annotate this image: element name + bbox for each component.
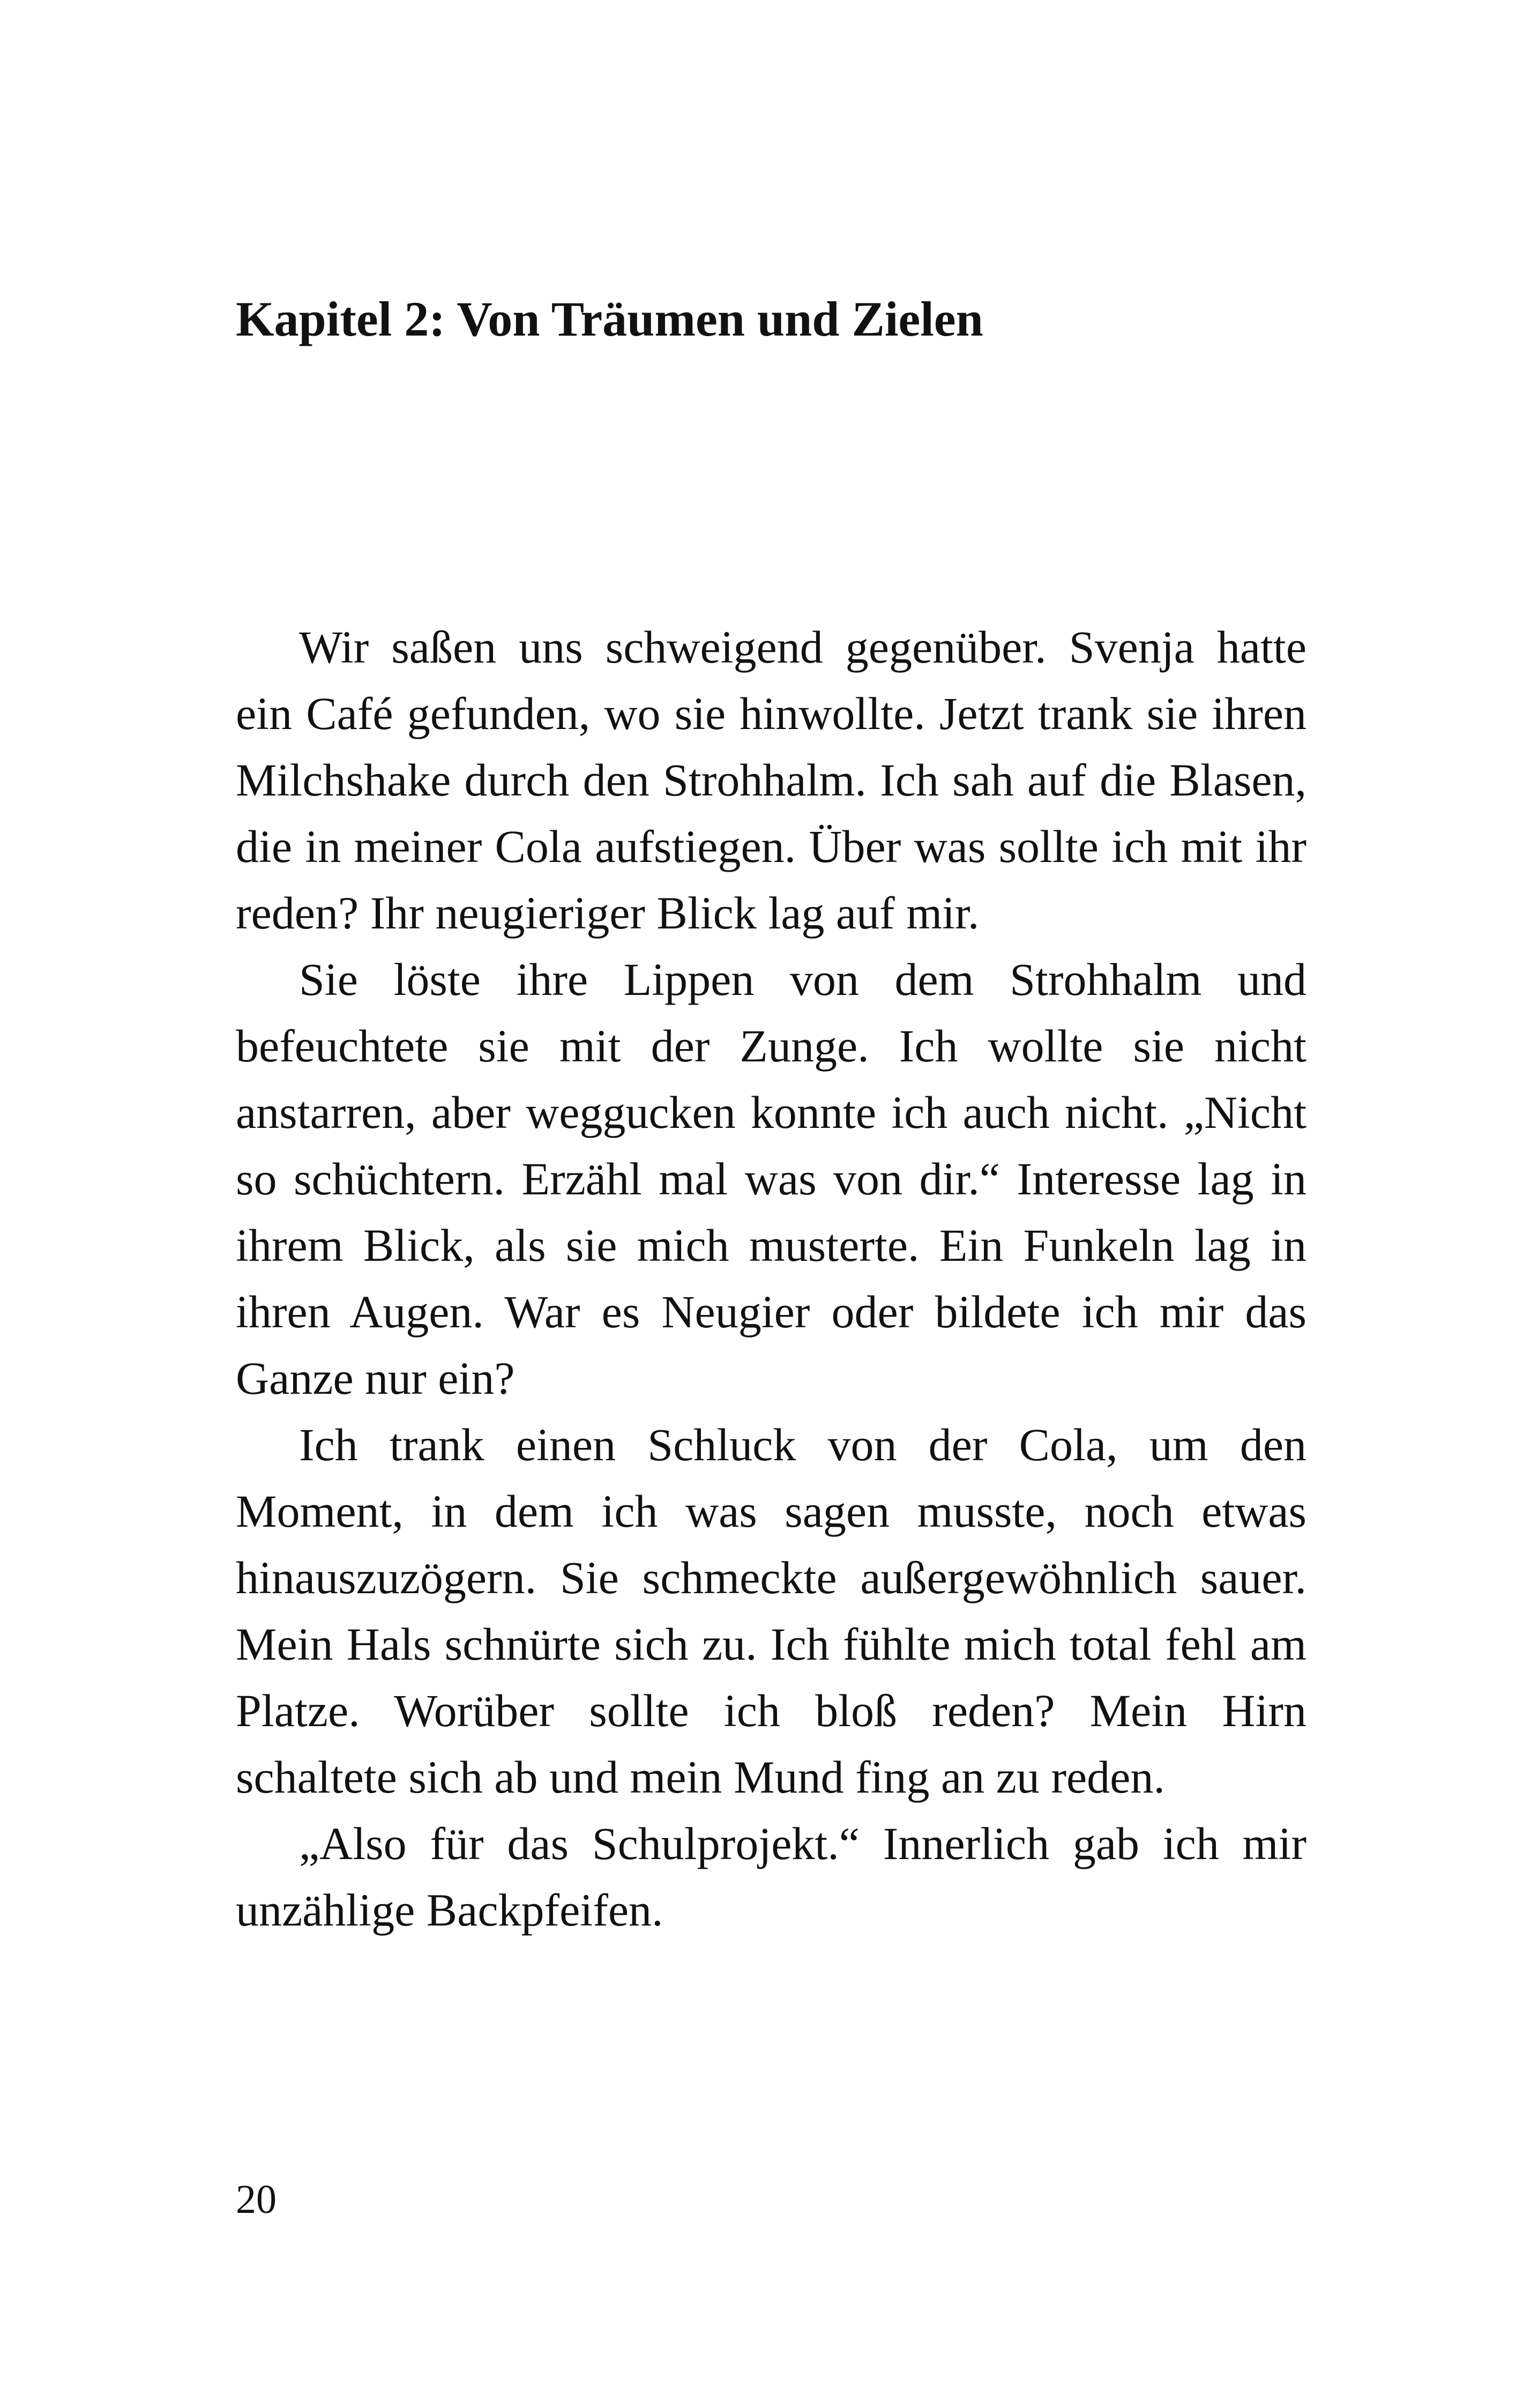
page-number: 20 — [236, 2177, 277, 2222]
paragraph-1: Wir saßen uns schweigend gegenüber. Svenja hatte ein Café gefunden, wo sie hinwollte. Jetzt trank sie ihren Milchshake durch den Strohhalm. Ich sah auf die Blasen, die in meiner Cola aufstiegen. Über was sollte ich mit ihr reden? Ihr neugieriger Blick lag auf mir. — [236, 621, 1307, 939]
paragraph-2: Sie löste ihre Lippen von dem Strohhalm und befeuchtete sie mit der Zunge. Ich wollte sie nicht anstarren, aber weggucken konnte ich auch nicht. „Nicht so schüchtern. Erzähl mal was von dir.“ Interesse lag in ihrem Blick, als sie mich musterte. Ein Funkeln lag in ihren Augen. War es Neugier oder bildete ich mir das Ganze nur ein? — [236, 954, 1307, 1404]
paragraph-3: Ich trank einen Schluck von der Cola, um den Moment, in dem ich was sagen musste, noch etwas hinauszuzögern. Sie schmeckte außergewöhnlich sauer. Mein Hals schnürte sich zu. Ich fühlte mich total fehl am Platze. Worüber sollte ich bloß reden? Mein Hirn schaltete sich ab und mein Mund fing an zu reden. — [236, 1419, 1307, 1803]
chapter-body — [236, 614, 1307, 1943]
chapter-title: Kapitel 2: Von Träumen und Zielen — [236, 292, 983, 346]
paragraph-4: „Also für das Schulprojekt.“ Innerlich gab ich mir unzählige Backpfeifen. — [236, 1818, 1307, 1936]
